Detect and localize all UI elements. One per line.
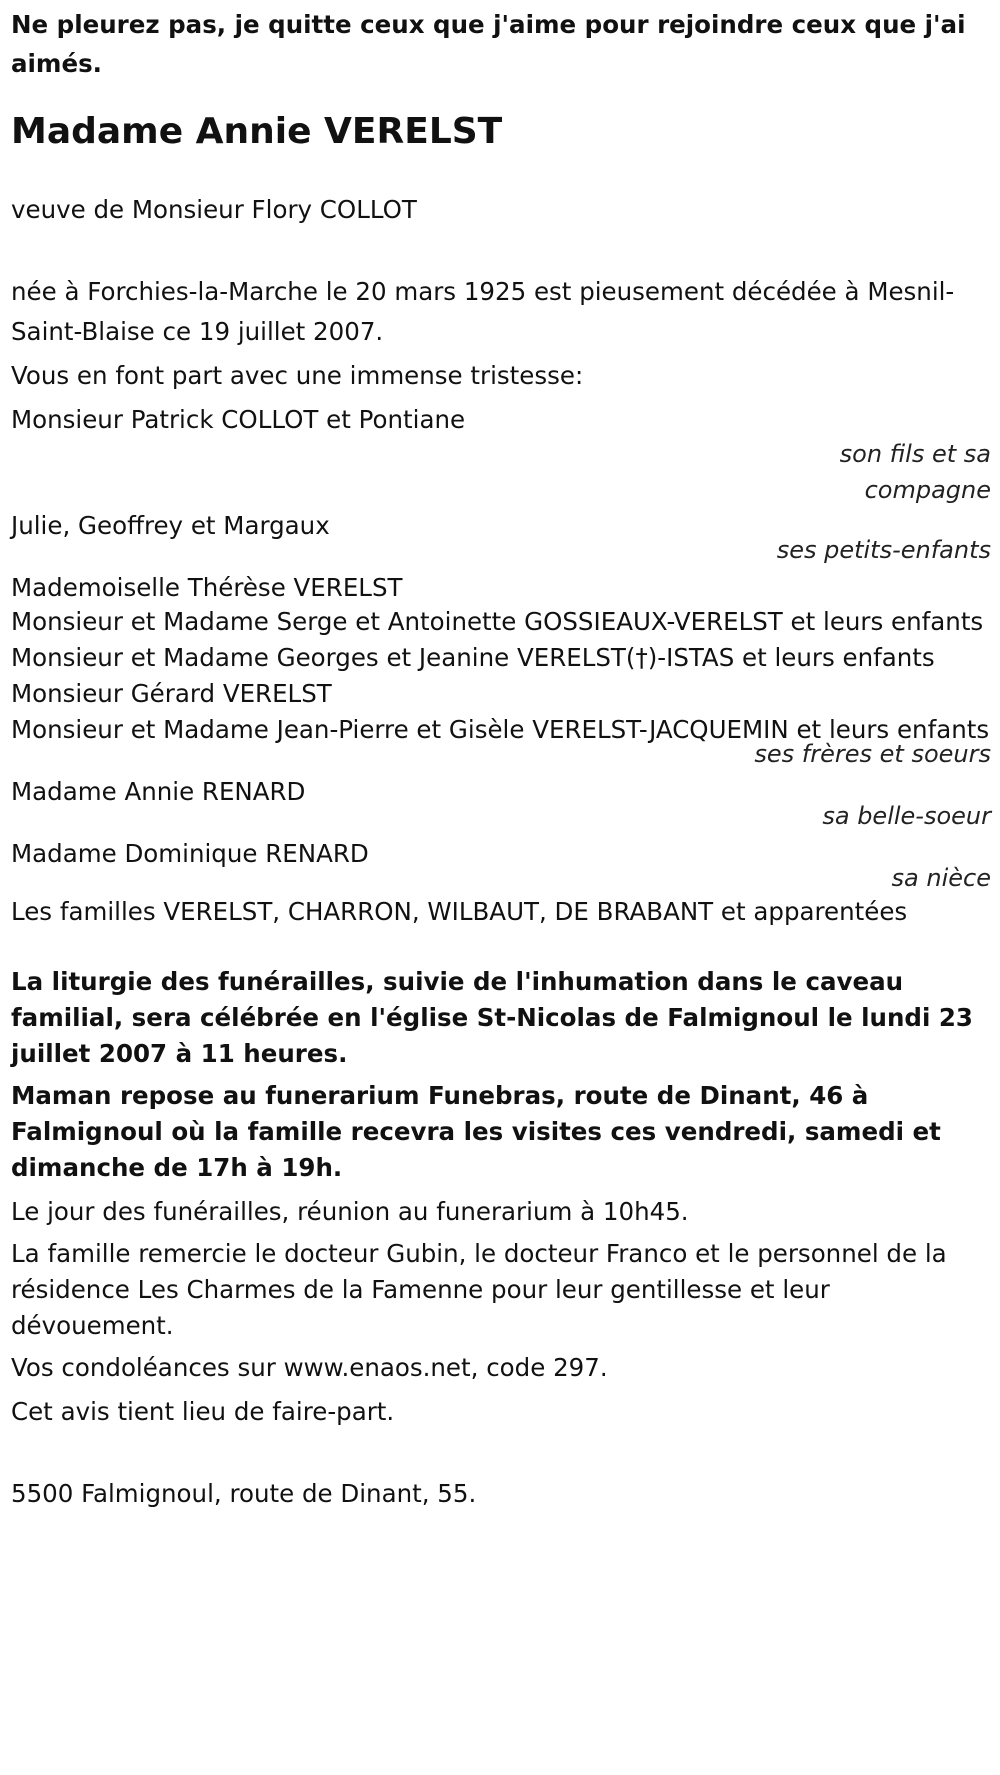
obituary-content [11, 5, 991, 1514]
funerarium-paragraph: Maman repose au funerarium Funebras, route de Dinant, 46 à Falmignoul où la famille recevra les visites ces vendredi, samedi et dimanche de 17h à 19h. [11, 1081, 941, 1182]
family-member: Monsieur et Madame Jean-Pierre et Gisèle VERELST-JACQUEMIN et leurs enfants [11, 715, 990, 744]
liturgy-paragraph: La liturgie des funérailles, suivie de l'inhumation dans le caveau familial, sera célébrée en l'église St-Nicolas de Falmignoul le lundi 23 juillet 2007 à 11 heures. [11, 967, 973, 1068]
family-group-son [11, 400, 991, 508]
announcement-intro: Vous en font part avec une immense tristesse: [11, 361, 584, 390]
condolences-line: Vos condoléances sur www.enaos.net, code 297. [11, 1353, 608, 1382]
family-group-sister-in-law [11, 772, 991, 836]
deceased-name: Madame Annie VERELST [11, 111, 503, 152]
family-role: sa belle-soeur [822, 802, 991, 830]
address-line: 5500 Falmignoul, route de Dinant, 55. [11, 1479, 477, 1508]
thanks-paragraph: La famille remercie le docteur Gubin, le docteur Franco et le personnel de la résidence Les Charmes de la Famenne pour leur gentillesse et leur dévouement. [11, 1239, 947, 1340]
family-member: Madame Annie RENARD [11, 777, 306, 806]
opening-quote: Ne pleurez pas, je quitte ceux que j'aime pour rejoindre ceux que j'ai aimés. [11, 10, 966, 78]
family-member: Monsieur Patrick COLLOT et Pontiane [11, 405, 466, 434]
meeting-line: Le jour des funérailles, réunion au funerarium à 10h45. [11, 1197, 689, 1226]
family-group-niece [11, 834, 991, 898]
family-member: Mademoiselle Thérèse VERELST [11, 573, 403, 602]
family-member: Monsieur et Madame Georges et Jeanine VERELST(†)-ISTAS et leurs enfants [11, 643, 935, 672]
birth-death-line: née à Forchies-la-Marche le 20 mars 1925 est pieusement décédée à Mesnil-Saint-Blaise ce 19 juillet 2007. [11, 277, 955, 346]
family-group-grandchildren [11, 506, 991, 570]
families-line: Les familles VERELST, CHARRON, WILBAUT, DE BRABANT et apparentées [11, 897, 908, 926]
family-group-siblings [11, 568, 991, 774]
family-member: Madame Dominique RENARD [11, 839, 369, 868]
notice-line: Cet avis tient lieu de faire-part. [11, 1397, 395, 1426]
family-member: Monsieur Gérard VERELST [11, 679, 332, 708]
family-role: ses frères et soeurs [754, 740, 991, 768]
widow-of-line: veuve de Monsieur Flory COLLOT [11, 195, 417, 224]
family-role: son fils et sa compagne [839, 440, 991, 504]
family-member: Julie, Geoffrey et Margaux [11, 511, 330, 540]
family-role: sa nièce [891, 864, 991, 892]
family-role: ses petits-enfants [776, 536, 991, 564]
obituary-page [0, 5, 1000, 1775]
family-member: Monsieur et Madame Serge et Antoinette GOSSIEAUX-VERELST et leurs enfants [11, 607, 984, 636]
